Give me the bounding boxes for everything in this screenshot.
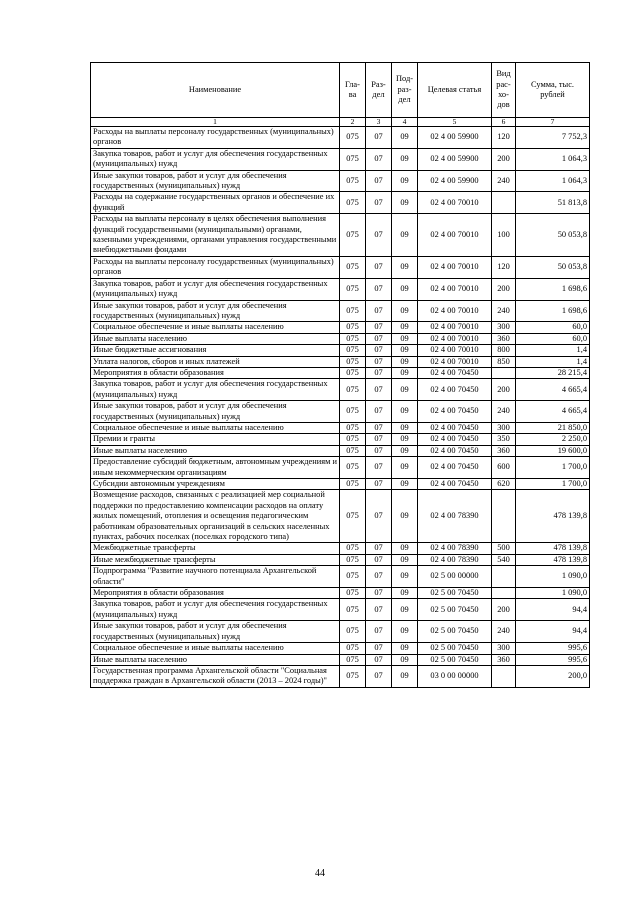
cell-target: 02 4 00 70010	[418, 322, 492, 333]
cell-sum: 478 139,8	[516, 490, 590, 543]
cell-target: 02 4 00 70010	[418, 345, 492, 356]
cell-target: 02 4 00 59900	[418, 170, 492, 192]
cell-sum: 94,4	[516, 599, 590, 621]
cell-sum: 1 698,6	[516, 278, 590, 300]
table-row	[91, 256, 590, 278]
cell-razdel: 07	[366, 434, 392, 445]
cell-vid: 850	[492, 356, 516, 367]
cell-podrazdel: 09	[392, 322, 418, 333]
cell-name: Иные закупки товаров, работ и услуг для обеспечения государственных (муниципальных) нужд	[91, 170, 340, 192]
cell-vid: 800	[492, 345, 516, 356]
cell-razdel: 07	[366, 643, 392, 654]
table-row	[91, 566, 590, 588]
cell-podrazdel: 09	[392, 356, 418, 367]
header-sum: Сумма, тыс. рублей	[516, 63, 590, 118]
cell-podrazdel: 09	[392, 192, 418, 214]
table-row	[91, 356, 590, 367]
cell-target: 02 4 00 70010	[418, 278, 492, 300]
cell-sum: 995,6	[516, 654, 590, 665]
cell-sum: 200,0	[516, 665, 590, 687]
table-row	[91, 599, 590, 621]
cell-glava: 075	[340, 479, 366, 490]
cell-name: Подпрограмма "Развитие научного потенциала Архангельской области"	[91, 566, 340, 588]
cell-vid: 540	[492, 554, 516, 565]
cell-target: 02 4 00 59900	[418, 148, 492, 170]
cell-glava: 075	[340, 214, 366, 257]
cell-vid: 300	[492, 322, 516, 333]
cell-name: Возмещение расходов, связанных с реализацией мер социальной поддержки по предоставлению компенсации расходов на оплату жилых помещений, отопления и освещения педагогическим работникам образовательных организаций в сельских населенных пунктах, рабочих поселках (поселках городского типа)	[91, 490, 340, 543]
table-row	[91, 445, 590, 456]
cell-podrazdel: 09	[392, 367, 418, 378]
table-row	[91, 278, 590, 300]
cell-sum: 21 850,0	[516, 422, 590, 433]
table-row	[91, 401, 590, 423]
cell-razdel: 07	[366, 599, 392, 621]
cell-name: Закупка товаров, работ и услуг для обеспечения государственных (муниципальных) нужд	[91, 599, 340, 621]
cell-podrazdel: 09	[392, 654, 418, 665]
cell-target: 03 0 00 00000	[418, 665, 492, 687]
cell-glava: 075	[340, 490, 366, 543]
cell-podrazdel: 09	[392, 643, 418, 654]
cell-target: 02 4 00 70010	[418, 214, 492, 257]
cell-razdel: 07	[366, 490, 392, 543]
page-number: 44	[315, 868, 325, 879]
cell-glava: 075	[340, 170, 366, 192]
table-row	[91, 333, 590, 344]
cell-sum: 1,4	[516, 356, 590, 367]
cell-podrazdel: 09	[392, 148, 418, 170]
cell-razdel: 07	[366, 322, 392, 333]
cell-glava: 075	[340, 422, 366, 433]
header-name: Наименование	[91, 63, 340, 118]
cell-glava: 075	[340, 401, 366, 423]
cell-vid: 300	[492, 643, 516, 654]
cell-name: Мероприятия в области образования	[91, 588, 340, 599]
cell-razdel: 07	[366, 127, 392, 149]
cell-glava: 075	[340, 356, 366, 367]
cell-name: Закупка товаров, работ и услуг для обеспечения государственных (муниципальных) нужд	[91, 148, 340, 170]
cell-glava: 075	[340, 256, 366, 278]
cell-sum: 94,4	[516, 621, 590, 643]
cell-sum: 60,0	[516, 333, 590, 344]
cell-sum: 478 139,8	[516, 554, 590, 565]
cell-name: Иные закупки товаров, работ и услуг для обеспечения государственных (муниципальных) нужд	[91, 401, 340, 423]
cell-vid: 620	[492, 479, 516, 490]
cell-podrazdel: 09	[392, 333, 418, 344]
cell-name: Иные выплаты населению	[91, 654, 340, 665]
cell-name: Закупка товаров, работ и услуг для обеспечения государственных (муниципальных) нужд	[91, 379, 340, 401]
table-row	[91, 588, 590, 599]
table-row	[91, 621, 590, 643]
cell-name: Расходы на выплаты персоналу государственных (муниципальных) органов	[91, 127, 340, 149]
cell-razdel: 07	[366, 148, 392, 170]
header-target: Целевая статья	[418, 63, 492, 118]
cell-target: 02 4 00 70450	[418, 422, 492, 433]
cell-name: Закупка товаров, работ и услуг для обеспечения государственных (муниципальных) нужд	[91, 278, 340, 300]
cell-glava: 075	[340, 379, 366, 401]
table-row	[91, 170, 590, 192]
cell-razdel: 07	[366, 379, 392, 401]
cell-name: Иные выплаты населению	[91, 333, 340, 344]
cell-glava: 075	[340, 643, 366, 654]
cell-razdel: 07	[366, 278, 392, 300]
cell-razdel: 07	[366, 566, 392, 588]
cell-sum: 7 752,3	[516, 127, 590, 149]
cell-glava: 075	[340, 434, 366, 445]
cell-vid	[492, 566, 516, 588]
cell-name: Иные межбюджетные трансферты	[91, 554, 340, 565]
table-row	[91, 300, 590, 322]
column-number: 3	[366, 118, 392, 127]
cell-razdel: 07	[366, 256, 392, 278]
table-row	[91, 322, 590, 333]
header-razdel: Раз-дел	[366, 63, 392, 118]
cell-vid: 300	[492, 422, 516, 433]
cell-podrazdel: 09	[392, 170, 418, 192]
budget-table	[90, 62, 590, 688]
cell-razdel: 07	[366, 214, 392, 257]
cell-razdel: 07	[366, 333, 392, 344]
cell-target: 02 4 00 70450	[418, 379, 492, 401]
cell-name: Субсидии автономным учреждениям	[91, 479, 340, 490]
column-number-row	[91, 118, 590, 127]
cell-target: 02 4 00 70010	[418, 356, 492, 367]
header-vid: Вид рас-хо-дов	[492, 63, 516, 118]
table-row	[91, 434, 590, 445]
cell-vid: 240	[492, 170, 516, 192]
table-row	[91, 490, 590, 543]
cell-name: Расходы на выплаты персоналу государственных (муниципальных) органов	[91, 256, 340, 278]
header-glava: Гла-ва	[340, 63, 366, 118]
cell-vid: 500	[492, 543, 516, 554]
cell-name: Государственная программа Архангельской области "Социальная поддержка граждан в Архангельской области (2013 – 2024 годы)"	[91, 665, 340, 687]
cell-target: 02 4 00 70010	[418, 300, 492, 322]
cell-name: Расходы на содержание государственных органов и обеспечение их функций	[91, 192, 340, 214]
table-body	[91, 127, 590, 688]
cell-sum: 1 090,0	[516, 566, 590, 588]
cell-vid: 120	[492, 127, 516, 149]
cell-podrazdel: 09	[392, 379, 418, 401]
column-number: 1	[91, 118, 340, 127]
cell-target: 02 4 00 70010	[418, 333, 492, 344]
cell-podrazdel: 09	[392, 554, 418, 565]
cell-target: 02 5 00 70450	[418, 643, 492, 654]
cell-target: 02 4 00 70450	[418, 445, 492, 456]
cell-razdel: 07	[366, 192, 392, 214]
cell-sum: 4 665,4	[516, 379, 590, 401]
cell-name: Предоставление субсидий бюджетным, автономным учреждениям и иным некоммерческим организациям	[91, 457, 340, 479]
cell-sum: 51 813,8	[516, 192, 590, 214]
table-row	[91, 379, 590, 401]
cell-target: 02 5 00 70450	[418, 621, 492, 643]
column-number: 7	[516, 118, 590, 127]
cell-razdel: 07	[366, 170, 392, 192]
cell-podrazdel: 09	[392, 621, 418, 643]
cell-razdel: 07	[366, 401, 392, 423]
cell-razdel: 07	[366, 621, 392, 643]
cell-razdel: 07	[366, 665, 392, 687]
cell-razdel: 07	[366, 367, 392, 378]
cell-name: Расходы на выплаты персоналу в целях обеспечения выполнения функций государственными (муниципальными) органами, казенными учреждениями, органами управления государственными внебюджетными фондами	[91, 214, 340, 257]
table-row	[91, 192, 590, 214]
table-row	[91, 214, 590, 257]
cell-razdel: 07	[366, 479, 392, 490]
cell-sum: 1 064,3	[516, 148, 590, 170]
header-row	[91, 63, 590, 118]
cell-glava: 075	[340, 566, 366, 588]
cell-name: Иные бюджетные ассигнования	[91, 345, 340, 356]
cell-glava: 075	[340, 322, 366, 333]
cell-sum: 2 250,0	[516, 434, 590, 445]
cell-glava: 075	[340, 445, 366, 456]
cell-vid: 360	[492, 654, 516, 665]
cell-sum: 60,0	[516, 322, 590, 333]
table-row	[91, 345, 590, 356]
cell-vid: 200	[492, 278, 516, 300]
cell-glava: 075	[340, 588, 366, 599]
cell-sum: 995,6	[516, 643, 590, 654]
cell-glava: 075	[340, 621, 366, 643]
cell-razdel: 07	[366, 345, 392, 356]
cell-podrazdel: 09	[392, 599, 418, 621]
cell-vid: 100	[492, 214, 516, 257]
table-row	[91, 457, 590, 479]
cell-podrazdel: 09	[392, 490, 418, 543]
cell-razdel: 07	[366, 356, 392, 367]
cell-name: Уплата налогов, сборов и иных платежей	[91, 356, 340, 367]
column-number: 5	[418, 118, 492, 127]
cell-glava: 075	[340, 300, 366, 322]
cell-name: Социальное обеспечение и иные выплаты населению	[91, 422, 340, 433]
cell-podrazdel: 09	[392, 434, 418, 445]
cell-glava: 075	[340, 367, 366, 378]
cell-vid: 600	[492, 457, 516, 479]
cell-vid: 240	[492, 401, 516, 423]
cell-name: Социальное обеспечение и иные выплаты населению	[91, 643, 340, 654]
cell-target: 02 4 00 70010	[418, 256, 492, 278]
cell-podrazdel: 09	[392, 543, 418, 554]
cell-podrazdel: 09	[392, 665, 418, 687]
cell-podrazdel: 09	[392, 479, 418, 490]
table-row	[91, 543, 590, 554]
cell-razdel: 07	[366, 588, 392, 599]
cell-glava: 075	[340, 333, 366, 344]
table-row	[91, 654, 590, 665]
column-number: 4	[392, 118, 418, 127]
cell-glava: 075	[340, 192, 366, 214]
cell-vid: 360	[492, 445, 516, 456]
cell-sum: 1 700,0	[516, 457, 590, 479]
cell-name: Иные закупки товаров, работ и услуг для обеспечения государственных (муниципальных) нужд	[91, 300, 340, 322]
cell-podrazdel: 09	[392, 300, 418, 322]
table-row	[91, 665, 590, 687]
cell-vid: 200	[492, 599, 516, 621]
cell-podrazdel: 09	[392, 127, 418, 149]
cell-target: 02 4 00 70450	[418, 457, 492, 479]
table-row	[91, 127, 590, 149]
cell-vid: 240	[492, 300, 516, 322]
cell-vid: 350	[492, 434, 516, 445]
cell-podrazdel: 09	[392, 457, 418, 479]
cell-target: 02 4 00 70450	[418, 434, 492, 445]
cell-sum: 1 700,0	[516, 479, 590, 490]
cell-podrazdel: 09	[392, 345, 418, 356]
cell-vid	[492, 490, 516, 543]
cell-razdel: 07	[366, 300, 392, 322]
cell-target: 02 4 00 70450	[418, 479, 492, 490]
cell-vid: 200	[492, 148, 516, 170]
cell-sum: 1 064,3	[516, 170, 590, 192]
cell-sum: 28 215,4	[516, 367, 590, 378]
cell-podrazdel: 09	[392, 588, 418, 599]
cell-target: 02 4 00 70450	[418, 367, 492, 378]
cell-glava: 075	[340, 543, 366, 554]
cell-vid	[492, 367, 516, 378]
cell-razdel: 07	[366, 422, 392, 433]
cell-razdel: 07	[366, 554, 392, 565]
cell-target: 02 5 00 70450	[418, 654, 492, 665]
cell-target: 02 5 00 00000	[418, 566, 492, 588]
cell-razdel: 07	[366, 543, 392, 554]
cell-glava: 075	[340, 127, 366, 149]
header-podrazdel: Под-раз-дел	[392, 63, 418, 118]
cell-target: 02 4 00 78390	[418, 554, 492, 565]
cell-razdel: 07	[366, 654, 392, 665]
table-row	[91, 643, 590, 654]
table-row	[91, 148, 590, 170]
cell-razdel: 07	[366, 445, 392, 456]
cell-glava: 075	[340, 457, 366, 479]
cell-glava: 075	[340, 665, 366, 687]
cell-name: Премии и гранты	[91, 434, 340, 445]
cell-target: 02 4 00 59900	[418, 127, 492, 149]
cell-podrazdel: 09	[392, 566, 418, 588]
cell-vid: 360	[492, 333, 516, 344]
cell-vid	[492, 665, 516, 687]
cell-target: 02 4 00 70010	[418, 192, 492, 214]
cell-glava: 075	[340, 148, 366, 170]
cell-name: Иные закупки товаров, работ и услуг для обеспечения государственных (муниципальных) нужд	[91, 621, 340, 643]
cell-glava: 075	[340, 599, 366, 621]
cell-podrazdel: 09	[392, 214, 418, 257]
cell-podrazdel: 09	[392, 422, 418, 433]
cell-vid: 240	[492, 621, 516, 643]
cell-sum: 1,4	[516, 345, 590, 356]
column-number: 2	[340, 118, 366, 127]
column-number: 6	[492, 118, 516, 127]
table-row	[91, 422, 590, 433]
cell-glava: 075	[340, 554, 366, 565]
cell-podrazdel: 09	[392, 256, 418, 278]
cell-glava: 075	[340, 278, 366, 300]
cell-vid: 200	[492, 379, 516, 401]
table-row	[91, 367, 590, 378]
cell-name: Межбюджетные трансферты	[91, 543, 340, 554]
cell-name: Иные выплаты населению	[91, 445, 340, 456]
cell-sum: 1 090,0	[516, 588, 590, 599]
cell-podrazdel: 09	[392, 445, 418, 456]
cell-target: 02 4 00 78390	[418, 543, 492, 554]
cell-vid: 120	[492, 256, 516, 278]
table-row	[91, 554, 590, 565]
cell-target: 02 4 00 78390	[418, 490, 492, 543]
cell-name: Социальное обеспечение и иные выплаты населению	[91, 322, 340, 333]
cell-sum: 1 698,6	[516, 300, 590, 322]
cell-razdel: 07	[366, 457, 392, 479]
cell-name: Мероприятия в области образования	[91, 367, 340, 378]
cell-target: 02 4 00 70450	[418, 401, 492, 423]
table-row	[91, 479, 590, 490]
cell-target: 02 5 00 70450	[418, 599, 492, 621]
cell-sum: 50 053,8	[516, 214, 590, 257]
cell-target: 02 5 00 70450	[418, 588, 492, 599]
cell-sum: 50 053,8	[516, 256, 590, 278]
cell-glava: 075	[340, 654, 366, 665]
cell-podrazdel: 09	[392, 401, 418, 423]
cell-sum: 478 139,8	[516, 543, 590, 554]
cell-podrazdel: 09	[392, 278, 418, 300]
cell-vid	[492, 588, 516, 599]
cell-sum: 4 665,4	[516, 401, 590, 423]
cell-vid	[492, 192, 516, 214]
cell-sum: 19 600,0	[516, 445, 590, 456]
cell-glava: 075	[340, 345, 366, 356]
